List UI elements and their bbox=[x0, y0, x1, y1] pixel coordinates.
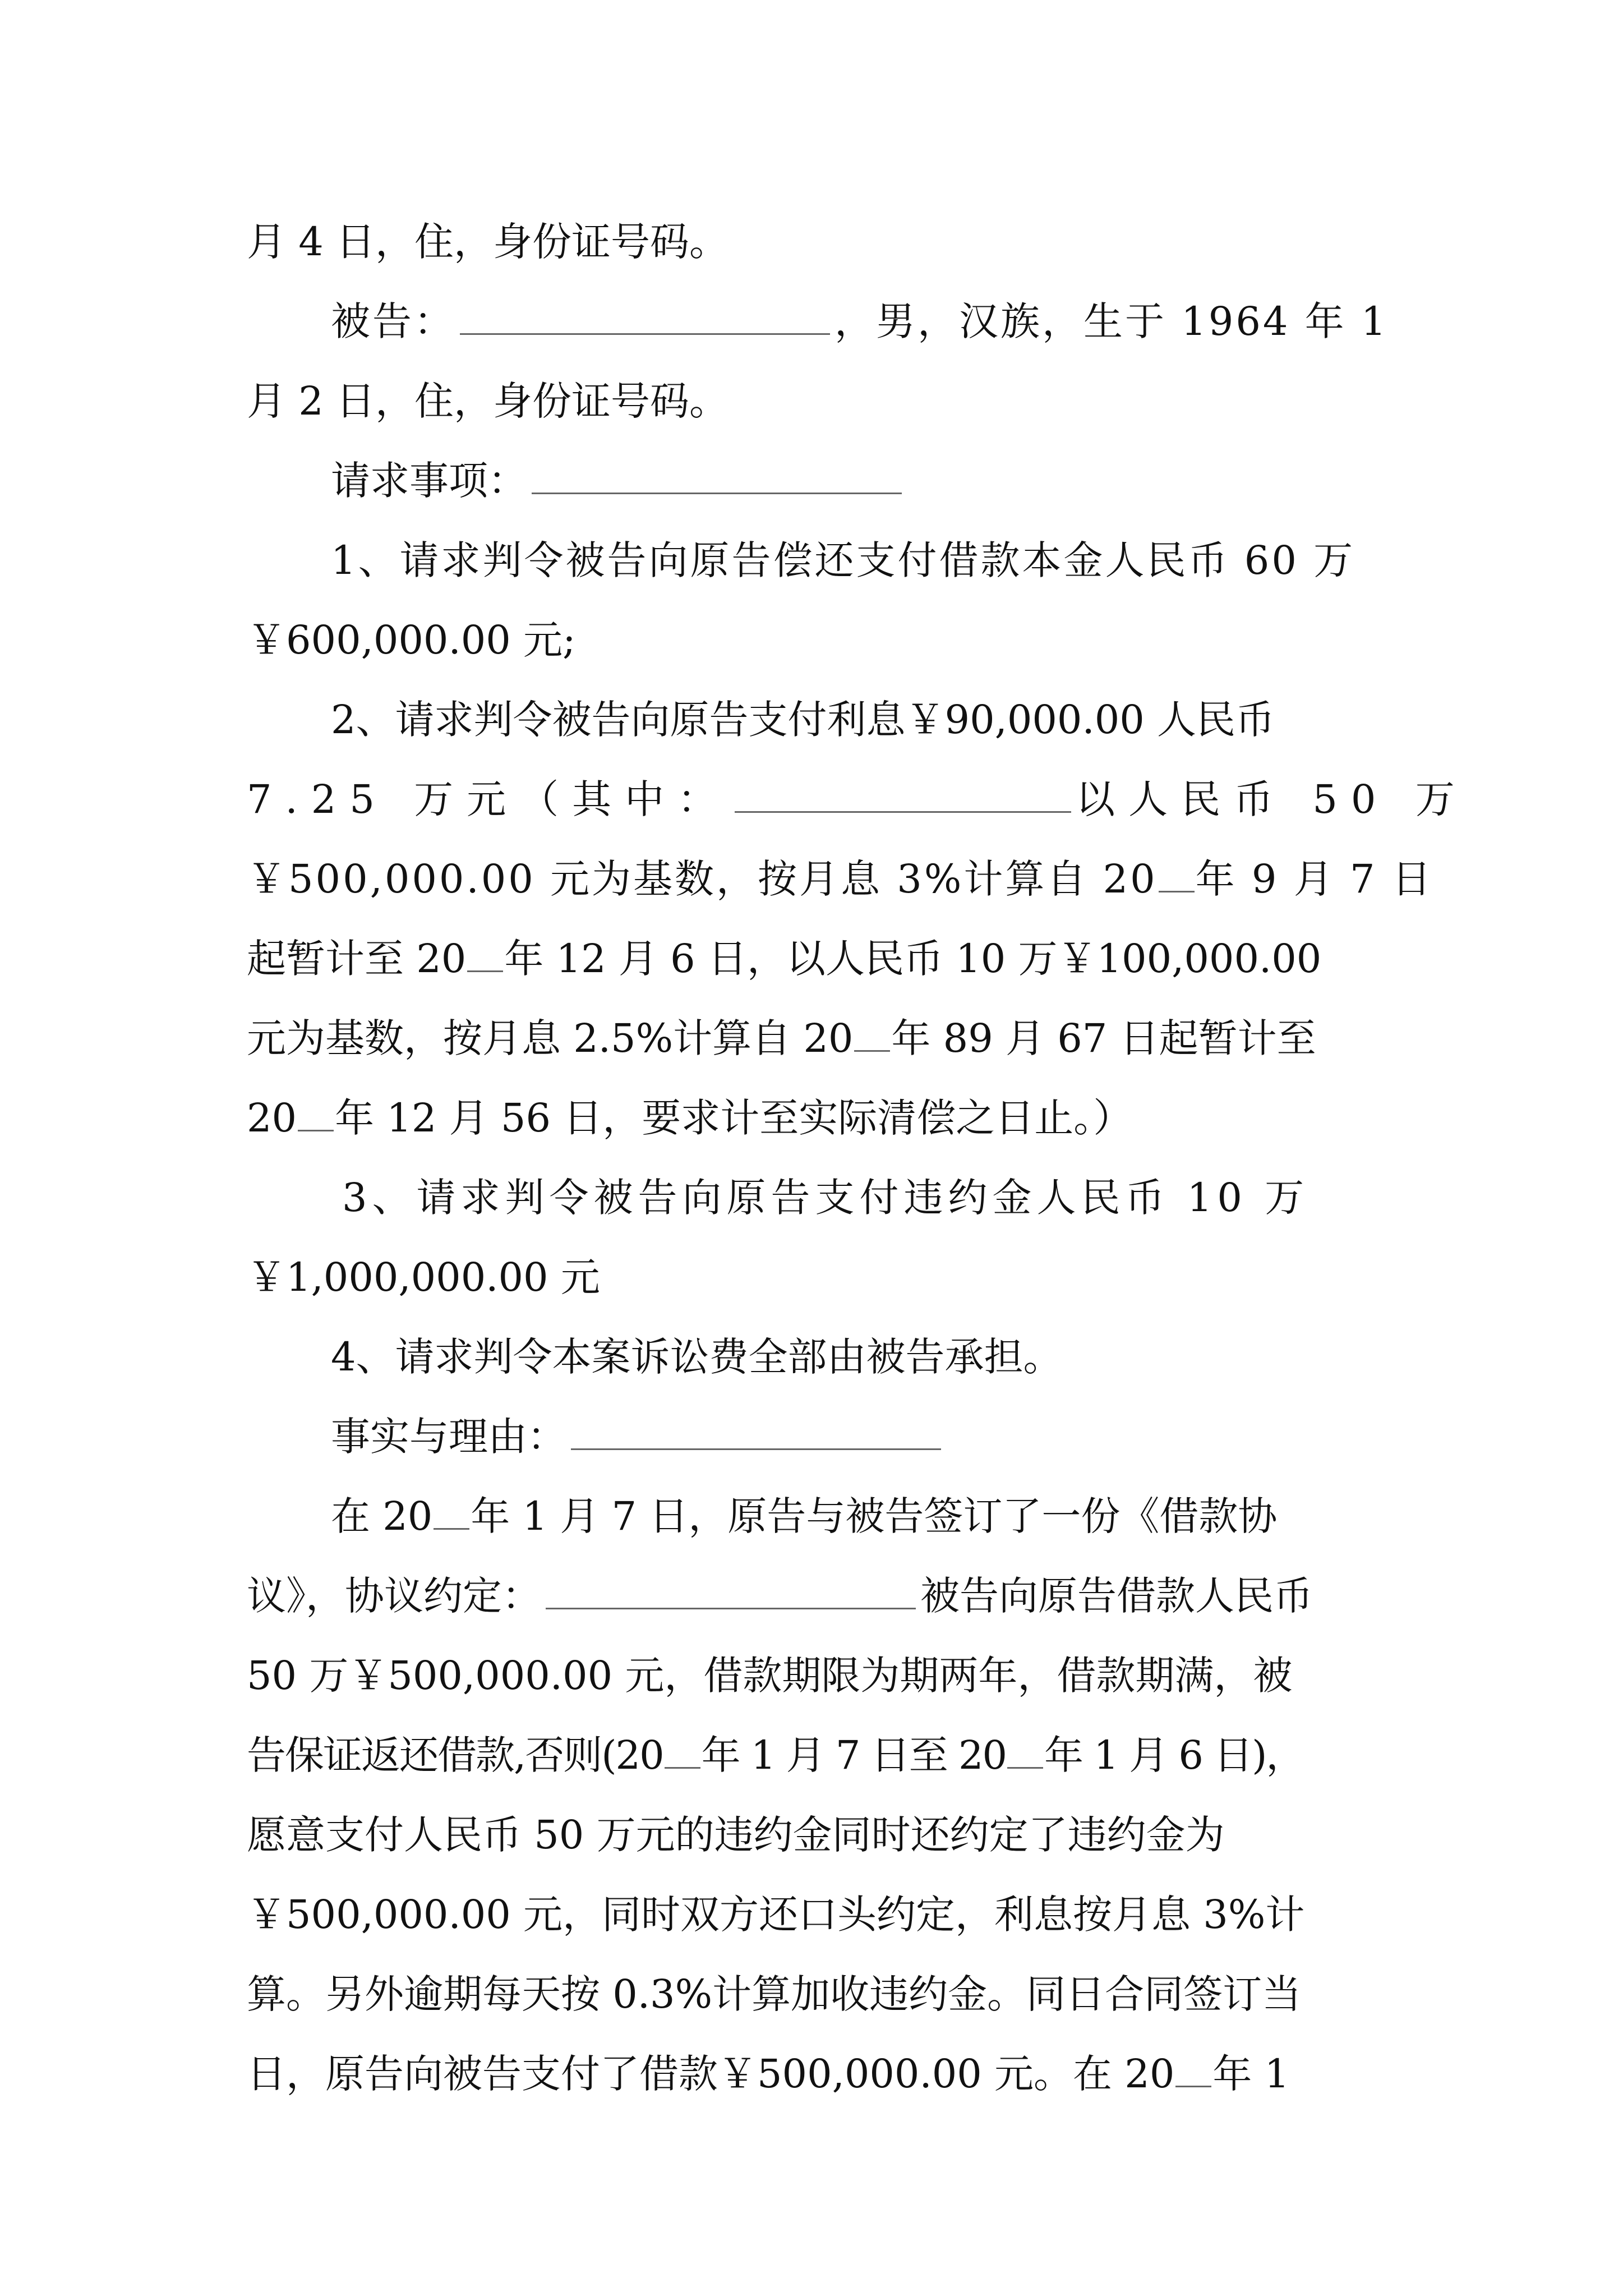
text-line-23 bbox=[247, 1958, 1385, 2031]
text-line-21 bbox=[247, 1798, 1385, 1871]
text-run: 年 89 月 67 日起暂计至 bbox=[891, 1015, 1316, 1061]
text-line-9 bbox=[247, 843, 1433, 915]
text-line-15 bbox=[331, 1320, 1385, 1393]
text-run: 以人民币 50 万 bbox=[1076, 776, 1468, 822]
text-line-20 bbox=[247, 1719, 1385, 1792]
text-run: 在 20 bbox=[331, 1493, 433, 1539]
text-run: 年 12 月 6 日，以人民币 10 万￥100,000.00 bbox=[504, 936, 1322, 982]
text-run: 被告向原告借款人民币 bbox=[920, 1573, 1313, 1619]
text-line-19 bbox=[247, 1639, 1385, 1712]
fill-in-blank bbox=[532, 460, 902, 494]
claim-3: 3、请求判令被告向原告支付违约金人民币 10 万 bbox=[342, 1175, 1310, 1221]
text-run: ￥500,000.00 元为基数，按月息 3%计算自 20 bbox=[247, 856, 1158, 902]
text-line-3 bbox=[247, 365, 1385, 438]
text-run: 月 2 日，住，身份证号码。 bbox=[247, 378, 729, 424]
text-run: 起暂计至 20 bbox=[247, 936, 467, 982]
text-line-7 bbox=[331, 683, 1385, 756]
text-line-11 bbox=[247, 1002, 1385, 1075]
text-run: 日，原告向被告支付了借款￥500,000.00 元。在 20 bbox=[247, 2051, 1175, 2097]
text-run: 年 1 月 6 日)， bbox=[1044, 1732, 1304, 1778]
text-line-10 bbox=[247, 922, 1385, 995]
fill-in-blank bbox=[1159, 858, 1195, 892]
claim-1: 1、请求判令被告向原告偿还支付借款本金人民币 60 万 bbox=[331, 537, 1355, 583]
claim-2: 2、请求判令被告向原告支付利息￥90,000.00 人民币 bbox=[331, 697, 1275, 743]
text-line-12 bbox=[247, 1082, 1385, 1154]
text-line-16 bbox=[331, 1400, 1385, 1473]
text-run: ，男，汉族，生于 1964 年 1 bbox=[834, 298, 1389, 344]
text-run: 愿意支付人民币 50 万元的违约金同时还约定了违约金为 bbox=[247, 1812, 1225, 1858]
text-run: 20 bbox=[247, 1095, 297, 1141]
fill-in-blank bbox=[854, 1018, 890, 1052]
text-run: 告保证返还借款,否则(20 bbox=[247, 1732, 663, 1778]
text-run: ￥1,000,000.00 元 bbox=[247, 1254, 600, 1300]
fill-in-blank bbox=[298, 1097, 334, 1131]
text-run: ￥500,000.00 元，同时双方还口头约定，利息按月息 3%计 bbox=[247, 1892, 1305, 1938]
text-line-13 bbox=[342, 1161, 1396, 1234]
text-line-1 bbox=[247, 205, 1385, 278]
fill-in-blank bbox=[546, 1575, 916, 1609]
text-run: 年 1 月 7 日，原告与被告签订了一份《借款协 bbox=[471, 1493, 1278, 1539]
text-line-17 bbox=[331, 1480, 1385, 1553]
text-run: 元为基数，按月息 2.5%计算自 20 bbox=[247, 1015, 854, 1061]
text-line-22 bbox=[247, 1878, 1385, 1951]
facts-heading: 事实与理由： bbox=[331, 1414, 566, 1460]
claim-4: 4、请求判令本案诉讼费全部由被告承担。 bbox=[331, 1334, 1063, 1380]
text-run: 50 万￥500,000.00 元，借款期限为期两年，借款期满，被 bbox=[247, 1653, 1293, 1699]
text-line-4 bbox=[331, 444, 1385, 517]
text-run: 议》，协议约定： bbox=[247, 1573, 541, 1619]
fill-in-blank bbox=[434, 1496, 469, 1530]
text-run: 年 1 月 7 日至 20 bbox=[701, 1732, 1007, 1778]
text-run: ￥600,000.00 元; bbox=[247, 617, 576, 663]
text-line-6 bbox=[247, 604, 1385, 677]
text-run: 年 1 bbox=[1212, 2051, 1290, 2097]
text-line-24 bbox=[247, 2037, 1385, 2110]
fill-in-blank bbox=[467, 938, 503, 972]
text-line-2 bbox=[331, 285, 1389, 358]
text-run: 算。另外逾期每天按 0.3%计算加收违约金。同日合同签订当 bbox=[247, 1971, 1302, 2017]
fill-in-blank bbox=[460, 301, 830, 335]
text-run: 7.25 万元（其中： bbox=[247, 776, 731, 822]
fill-in-blank bbox=[1007, 1734, 1043, 1769]
fill-in-blank bbox=[665, 1734, 700, 1769]
claims-heading: 请求事项： bbox=[331, 458, 527, 504]
fill-in-blank bbox=[1175, 2053, 1211, 2087]
text-run: 年 12 月 56 日，要求计至实际清偿之日止。） bbox=[335, 1095, 1133, 1141]
text-line-8 bbox=[247, 763, 1468, 836]
fill-in-blank bbox=[571, 1416, 941, 1450]
text-line-18 bbox=[247, 1559, 1385, 1632]
defendant-label: 被告： bbox=[331, 298, 455, 344]
text-line-14 bbox=[247, 1241, 1385, 1314]
text-run: 月 4 日，住，身份证号码。 bbox=[247, 219, 729, 265]
text-line-5 bbox=[331, 524, 1385, 597]
fill-in-blank bbox=[735, 779, 1071, 813]
text-run: 年 9 月 7 日 bbox=[1195, 856, 1433, 902]
